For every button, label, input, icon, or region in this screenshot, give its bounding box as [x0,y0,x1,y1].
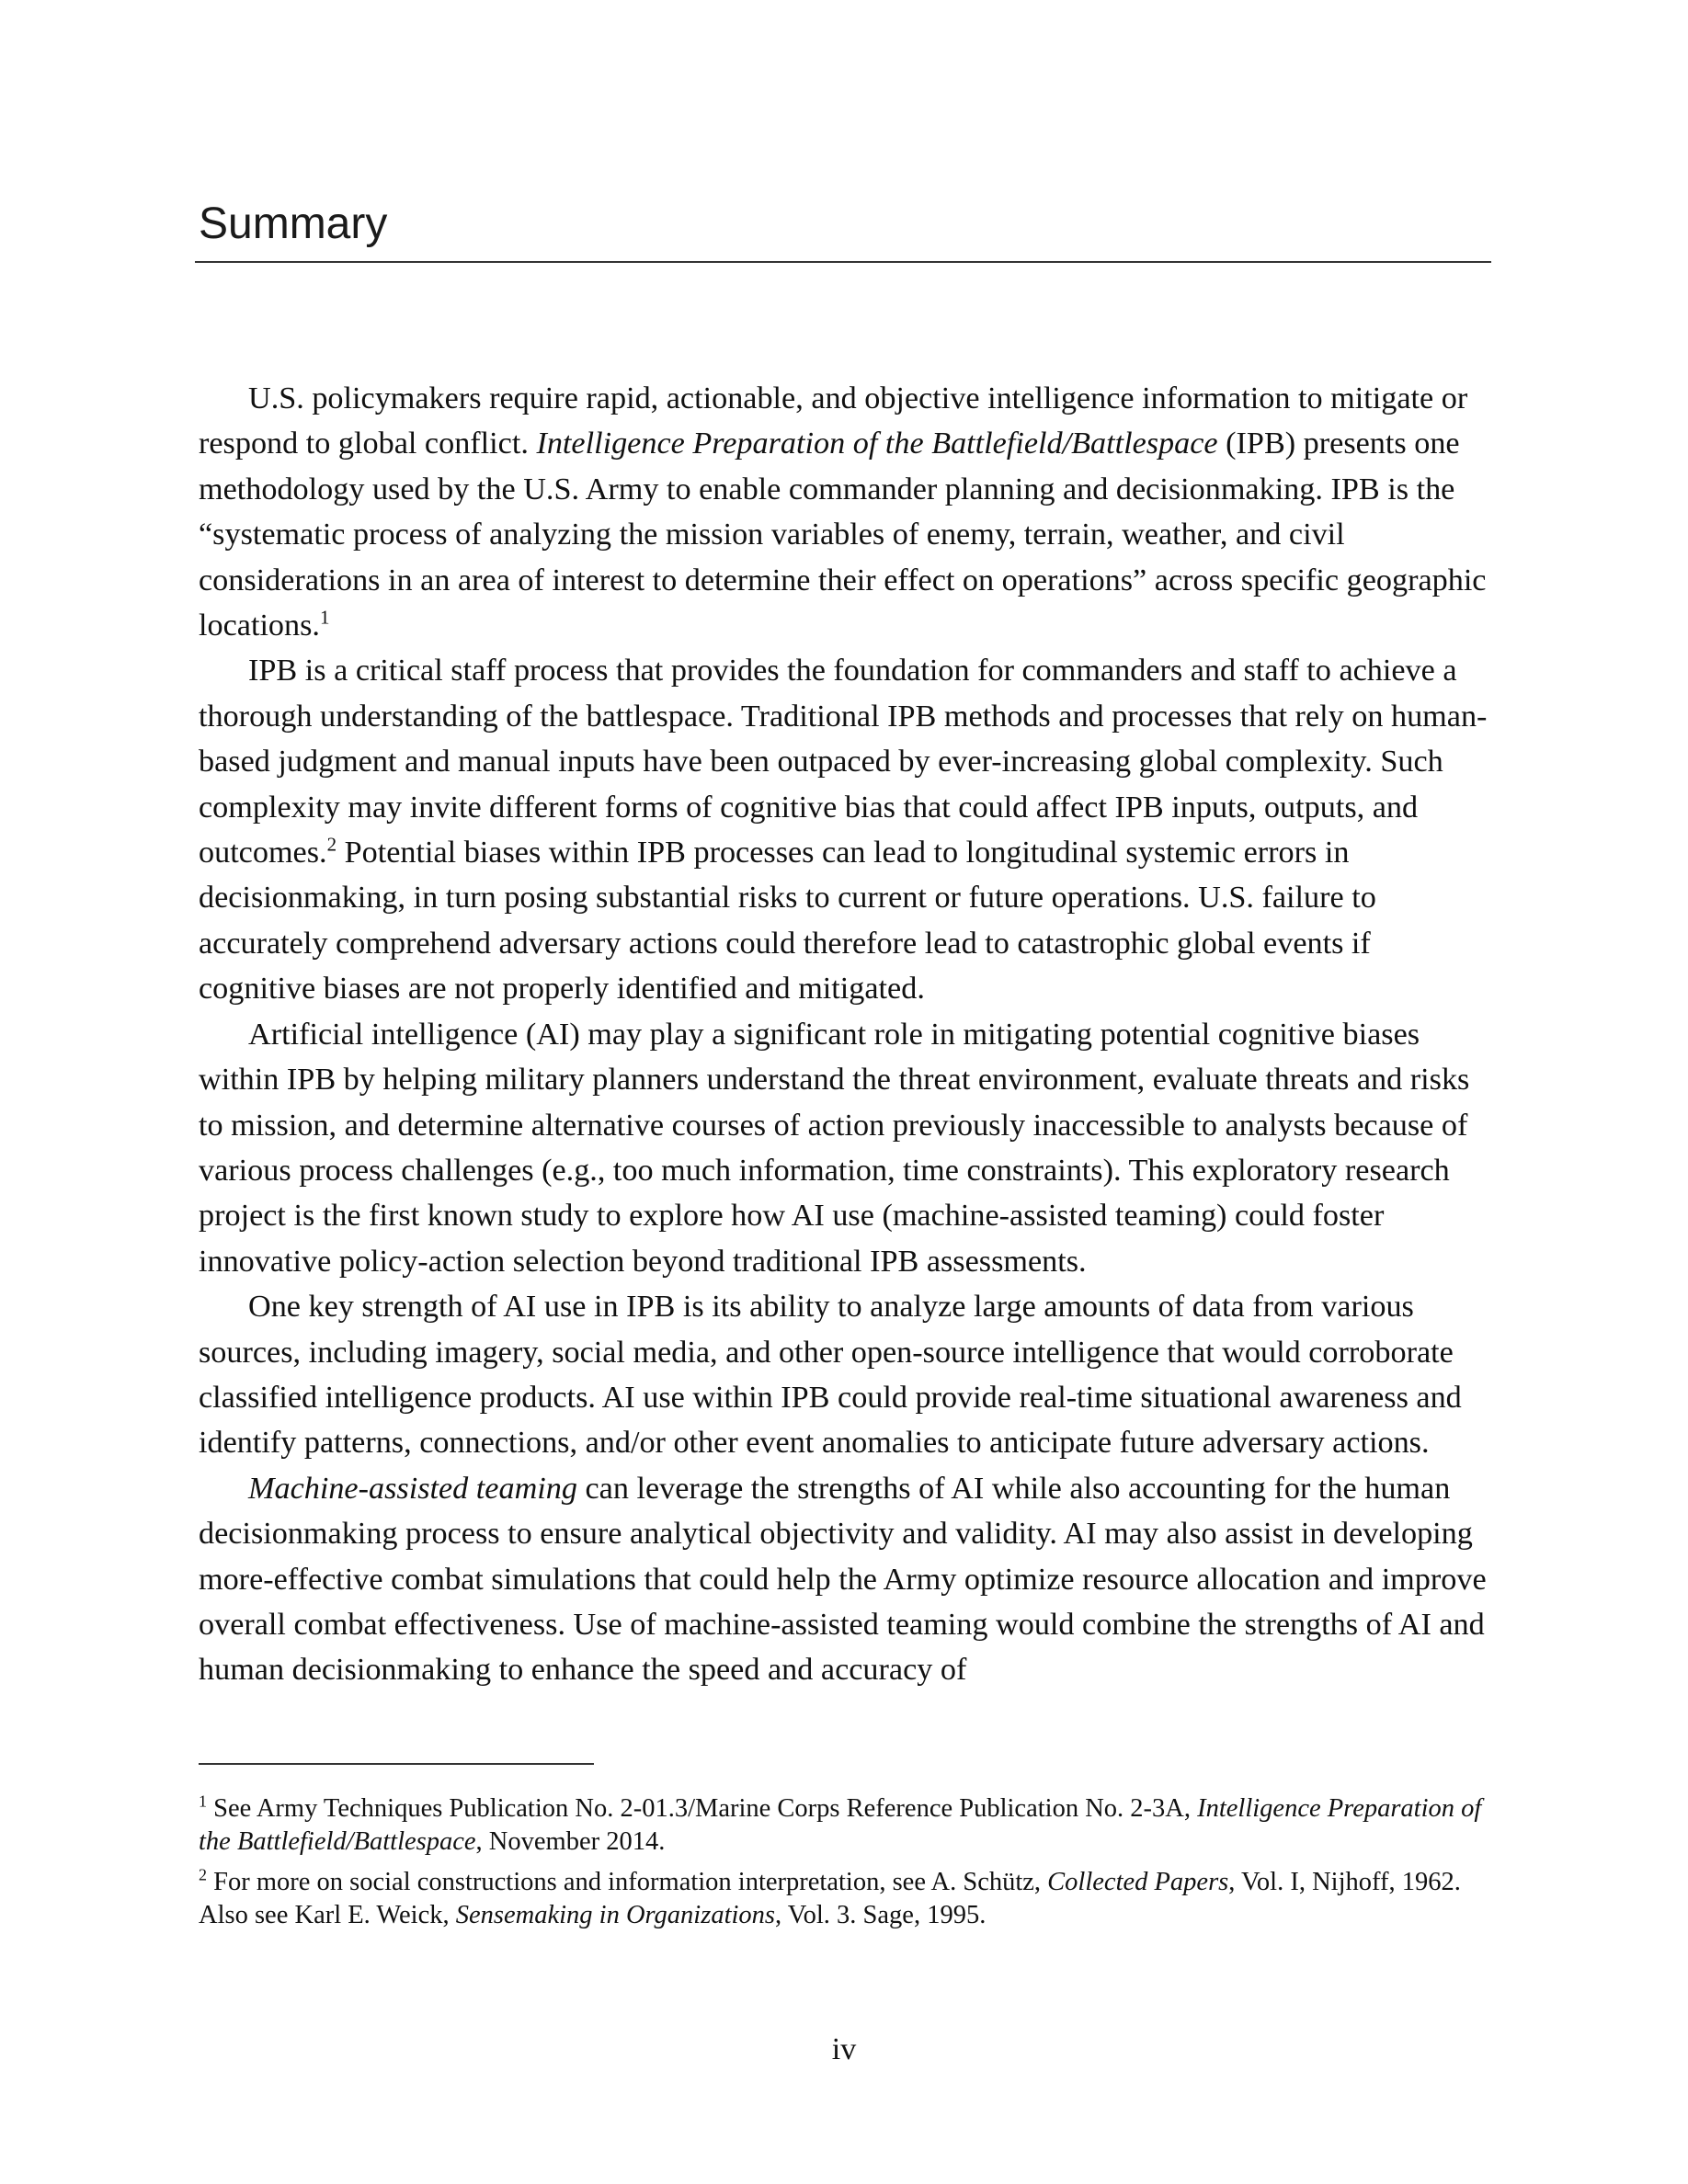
footnote-ref-1[interactable]: 1 [319,606,330,629]
paragraph-2-text-a: IPB is a critical staff process that provides the foundation for commanders and staff to achieve a thorough understanding of the battlespace. Traditional IPB methods and processes that rely on human-based judgment and manual inputs have been outpaced by ever-increasing global complexity. Such complexity may invite different forms of cognitive bias that could affect IPB inputs, outputs, and outcomes. [199,654,1488,870]
paragraph-2 [199,648,1495,1011]
footnote-ref-2[interactable]: 2 [326,833,337,856]
footnote-1-mark: 1 [199,1792,207,1811]
page-number: iv [831,2032,857,2066]
page-title: Summary [199,199,388,248]
paragraph-3 [199,1012,1495,1284]
footnotes [199,1792,1495,1939]
footnote-1 [199,1792,1495,1859]
footnote-2-text-a: For more on social constructions and information interpretation, see A. Schütz, [207,1868,1048,1896]
paragraph-5-text: can leverage the strengths of AI while also accounting for the human decisionmaking process to ensure analytical objectivity and validity. AI may also assist in developing more-effective combat simulations that could help the Army optimize resource allocation and improve overall combat effectiveness. Use of machine-assisted teaming would combine the strengths of AI and human decisionmaking to enhance the speed and accuracy of [199,1471,1487,1688]
paragraph-5 [199,1466,1495,1693]
footnote-2-text-c: , Vol. 3. Sage, 1995. [775,1901,987,1929]
paragraph-3-text: Artificial intelligence (AI) may play a significant role in mitigating potential cognitive biases within IPB by helping military planners understand the threat environment, evaluate threats and risks to mission, and determine alternative courses of action previously inaccessible to analysts because of various process challenges (e.g., too much information, time constraints). This exploratory research project is the first known study to explore how AI use (machine-assisted teaming) could foster innovative policy-action selection beyond traditional IPB assessments. [199,1017,1470,1279]
paragraph-4 [199,1284,1495,1466]
footnote-2-italic-title-a: Collected Papers [1047,1868,1229,1896]
footnote-1-text-b: , November 2014. [475,1827,666,1856]
footnote-2-text-b: , Vol. I, Nijhoff, 1962. Also see Karl E. Weick, [199,1868,1461,1929]
paragraph-1-text-a: U.S. policymakers require rapid, actionable, and objective intelligence information to mitigate or respond to global conflict. [199,381,1468,461]
title-underline [195,261,1491,263]
body-text [199,376,1495,1693]
paragraph-1-text-b: (IPB) presents one methodology used by the U.S. Army to enable commander planning and decisionmaking. IPB is the “systematic process of analyzing the mission variables of enemy, terrain, weather, and civil considerations in an area of interest to determine their effect on operations” across specific geographic locations. [199,427,1487,643]
paragraph-1 [199,376,1495,648]
footnote-separator [199,1763,594,1765]
paragraph-5-italic-term: Machine-assisted teaming [248,1471,577,1506]
footnote-2-mark: 2 [199,1865,207,1884]
footnote-2-italic-title-b: Sensemaking in Organizations [455,1901,775,1929]
footnote-1-text-a: See Army Techniques Publication No. 2-01.3/Marine Corps Reference Publication No. 2-3A, [207,1794,1198,1823]
paragraph-4-text: One key strength of AI use in IPB is its ability to analyze large amounts of data from various sources, including imagery, social media, and other open-source intelligence that would corroborate classified intelligence products. AI use within IPB could provide real-time situational awareness and identify patterns, connections, and/or other event anomalies to anticipate future adversary actions. [199,1290,1462,1461]
footnote-2 [199,1866,1495,1932]
paragraph-2-text-b: Potential biases within IPB processes can lead to longitudinal systemic errors in decisionmaking, in turn posing substantial risks to current or future operations. U.S. failure to accurately comprehend adversary actions could therefore lead to catastrophic global events if cognitive biases are not properly identified and mitigated. [199,836,1376,1007]
paragraph-1-italic-title: Intelligence Preparation of the Battlefield/Battlespace [536,427,1218,461]
footnote-1-italic-title: Intelligence Preparation of the Battlefield/Battlespace [199,1794,1482,1856]
